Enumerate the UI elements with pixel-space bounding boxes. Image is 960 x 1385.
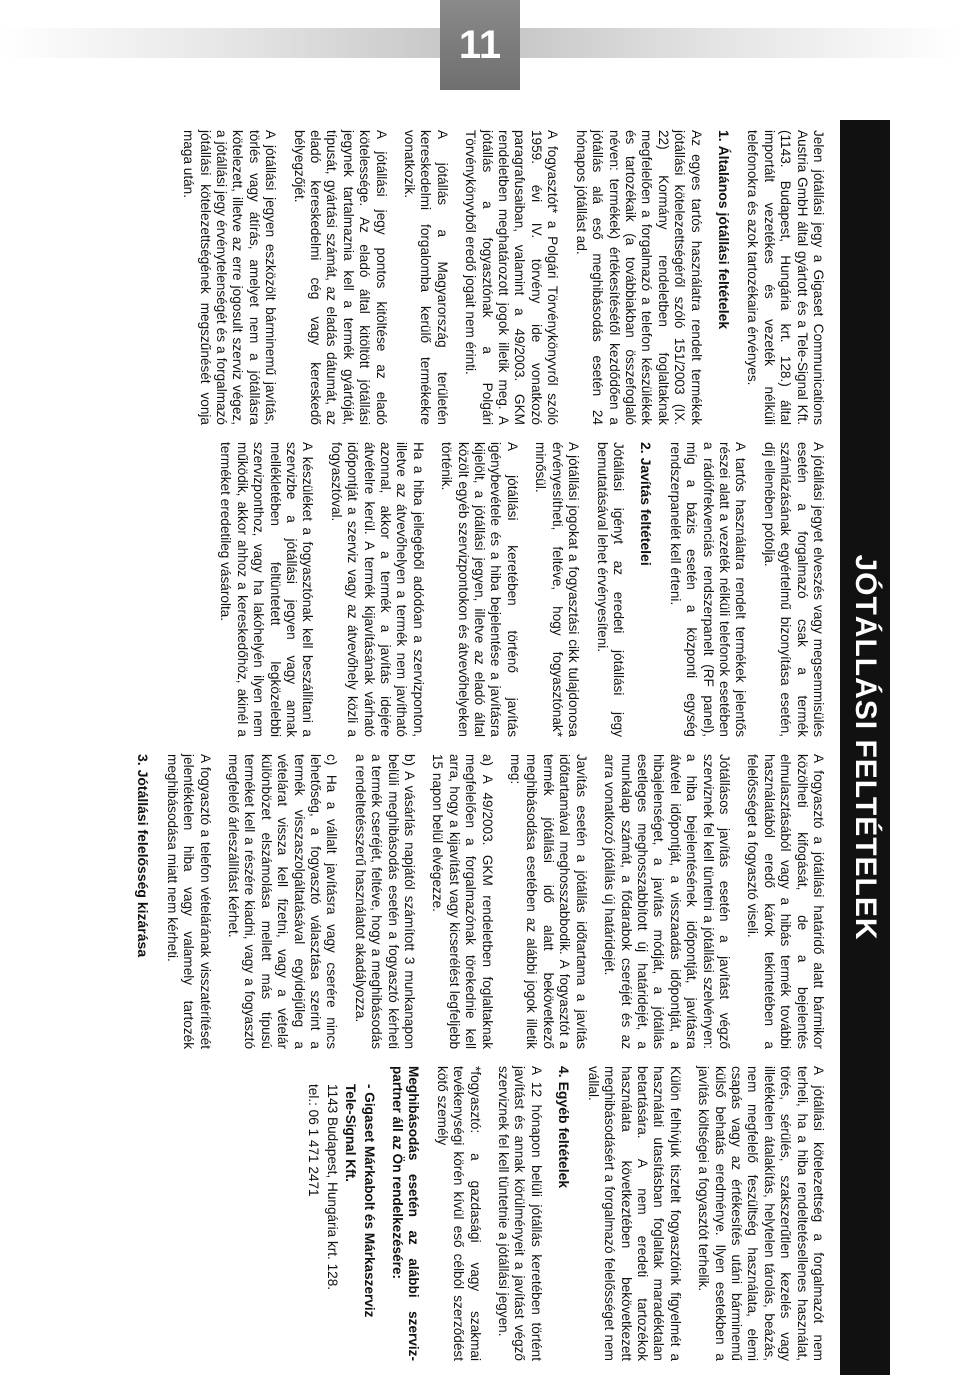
- paragraph: c) Ha a vállalt javításra vagy cserére nincs lehetőség, a fogyasztó választása szerint a termék visszaszolgáltatásával egyidejűleg a vételárat vissza kell fizetni, vagy a vételár különbözet elszámolása mellett más típusú terméket kell a részére kiadni, vagy a fogyasztó megfelelő árleszállítást kérhet.: [226, 754, 340, 1049]
- paragraph: Külön felhívjuk tisztelt fogyasztóink figyelmét a használati utasításban foglaltak maradéktalan betartására. A nem eredeti tartozékok használata következtében bekövetkezett meghibásodásért a forgalmazó felelősséget nem vállal.: [585, 1066, 683, 1361]
- footnote: *fogyasztó: a gazdasági vagy szakmai tevékenységi körén kívül eső célból szerződést kötő személy: [434, 1066, 483, 1361]
- paragraph: A készüléket a fogyasztónak kell beszállítani a szervizbe a jótállási jegyen vagy annak mellékletében feltüntetett legközelebbi szervizponthoz, vagy ha lakóhelyén ilyen nem működik, akkor ahhoz a kereskedőhöz, akinél a terméket eredetileg vásárolta.: [218, 442, 316, 737]
- section-heading-4: 4. Egyéb feltételek: [556, 1066, 573, 1189]
- column-3: [123, 754, 826, 1049]
- section-heading-2: 2. Javítás feltételei: [638, 442, 655, 566]
- paragraph: A jótállási keretében történő javítás igénybevétele és a hiba bejelentése a javításra kijelölt, a jótállási jegyen, illetve az eladó által közölt egyéb szervizpontokon és átvevőhelyeken történik.: [439, 442, 520, 737]
- paragraph: A tartós használatra rendelt termékek jelentős részei alatt a vezeték nélküli telefonok esetében a rádiófrekvenciás rendszerpanelt (RF panel), míg a bázis esetén a központi egység rendszerpanelét kell érteni.: [667, 442, 749, 737]
- column-1: [168, 130, 826, 425]
- paragraph: A fogyasztó a jótállási határidő alatt bármikor közölheti kifogását, de a bejelentés elmulasztásából vagy a hibás termék további használatából eredő károk tekintetében a felelősséget a fogyasztó viseli.: [745, 754, 826, 1049]
- column-4: [303, 1066, 826, 1361]
- paragraph: A 12 hónapon belüli jótállás keretében történt javítást és annak körülményeit a javítást végző szerviznek fel kell tüntetnie a jótállási jegyen.: [496, 1066, 544, 1361]
- header-rule-left: [0, 28, 440, 58]
- paragraph: Javítás esetén a jótállás időtartama a javítás időtartamával meghosszabbodik. A fogyasztót a termék jótállási idő alatt bekövetkező meghibásodása esetében az alábbi jogok illetik meg:: [508, 754, 589, 1049]
- service-company: Tele-Signal Kft.: [343, 1084, 359, 1182]
- section-heading-1: 1. Általános jótállási feltételek: [715, 130, 732, 330]
- paragraph: A jótállás a Magyarország területén kereskedelmi forgalomba kerülő termékekre vonatkozik.: [402, 130, 450, 425]
- paragraph: A fogyasztót* a Polgári Törvénykönyvről szóló 1959. évi IV. törvény ide vonatkozó paragrafusaiban, valamint a 49/2003. GKM rendeletben meghatározott jogok illetik meg. A jótállás a fogyasztónak a Polgári Törvénykönyvből eredő jogait nem érinti.: [463, 130, 561, 425]
- page-header: [0, 0, 960, 90]
- page-number: 11: [440, 0, 520, 90]
- intro-paragraph: Jelen jótállási jegy a Gigaset Communications Austria GmbH által gyártott és a Tele-Signal Kft. (1143. Budapest, Hungária krt. 128.) által importált vezetékes és vezeték nélküli telefonokra és azok tartozékaira érvényes.: [745, 130, 826, 425]
- service-contact: [305, 1084, 377, 1361]
- service-address: 1143 Budapest, Hungária krt. 128.: [324, 1084, 340, 1291]
- header-rule-right: [520, 28, 960, 58]
- section-heading-3: 3. Jótállási felelősség kizárása: [135, 754, 152, 958]
- paragraph: b) A vásárlás napjától számított 3 munkanapon belüli meghibásodás esetén a fogyasztó kérheti a termék cseréjét, feltéve, hogy a meghibásodás a rendeltetésszerű használatot akadályozza.: [352, 754, 418, 1049]
- paragraph: A jótállási jegyet elveszés vagy megsemmisülés esetén a forgalmazó csak a termék számlázásának egyértelmű bizonyítása esetén, díj ellenében pótolja.: [761, 442, 826, 737]
- page-title: JÓTÁLLÁSI FELTÉTELEK: [840, 120, 890, 1375]
- service-name: - Gigaset Márkabolt és Márkaszerviz: [361, 1084, 377, 1318]
- column-2: [205, 442, 826, 737]
- paragraph: a) A 49/2003. GKM rendeletben foglaltaknak megfelelően a forgalmazónak törekednie kell arra, hogy a kijavítást vagy kicserélést legfeljebb 15 napon belül elvégezze.: [430, 754, 495, 1049]
- paragraph: A jótállási jegyen eszközölt bárminemű javítás, törlés vagy átírás, amelyet nem a jótállásra kötelezett, illetve az erre jogosult szerviz végez, a jótállási jegy érvénytelenségét és a forgalmazó jótállási kötelezettségének megszűnését vonja maga után.: [181, 130, 279, 425]
- document-page: [60, 120, 890, 1375]
- paragraph: Jótállási igényt az eredeti jótállási jegy bemutatásával lehet érvényesíteni.: [594, 442, 626, 737]
- paragraph: Az egyes tartós használatra rendelt termékek jótállási kötelezettségéről szóló 151/2003 (IX. 22) Kormány rendeletben foglaltaknak megfelelően a forgalmazó a telefon készülékek és tartozékaik (a továbbiakban összefoglaló néven: termékek) értékesítésétől kezdődően a jótállás alá eső meghibásodás esetén 24 hónapos jótállást ad.: [573, 130, 704, 425]
- paragraph: Jótállásos javítás esetén a javítást végző szerviznek fel kell tüntetni a jótállási szelvényen: a hiba bejelentésének időpontját, javításra átvétel időpontját, a visszaadás időpontját, a hibajelenséget, a javítás módját, a jótállás esetleges meghosszabbított új határidejét, a munkalap számát, a fődarabok cseréjét és az arra vonatkozó jótállás új határidejét.: [602, 754, 732, 1049]
- paragraph: Ha a hiba jellegéből adódóan a szervizponton, illetve az átvevőhelyen a termék nem javítható azonnal, akkor a termék a javítás idejére átvételre kerül. A termék kijavításának várható időpontját a szerviz vagy az átvevőhely közli a fogyasztóval.: [328, 442, 426, 737]
- service-intro: Meghibásodás esetén az alábbi szerviz-partner áll az Ön rendelkezésére:: [390, 1066, 422, 1361]
- service-phone: tel.: 06 1 471 2471: [306, 1084, 322, 1197]
- paragraph: A jótállási kötelezettség a forgalmazót nem terheli, ha a hiba rendeltetésellenes használat, törés, sérülés, szakszerűtlen kezelés vagy illetéktelen átalakítás, helytelen tárolás, beázás, nem megfelelő feszültség használata, elemi csapás vagy az értékesítés utáni bárminemű külső behatás eredménye. Ilyen esetekben a javítás költségei a fogyasztót terhelik.: [696, 1066, 826, 1361]
- paragraph: A jótállási jegy pontos kitöltése az eladó kötelessége. Az eladó által kitöltött jótállási jegynek tartalmaznia kell a termék gyártóját, típusát, gyártási számát, az eladás dátumát, az eladó kereskedelmi cég vagy kereskedő bélyegzőjét.: [291, 130, 389, 425]
- paragraph: A fogyasztó a telefon vételárának visszatérítését jelentéktelen hiba vagy valamely tartozék meghibásodása miatt nem kérheti.: [164, 754, 213, 1049]
- paragraph: A jótállási jogokat a fogyasztási cikk tulajdonosa érvényesítheti, feltéve, hogy fogyasztónak* minősül.: [533, 442, 582, 737]
